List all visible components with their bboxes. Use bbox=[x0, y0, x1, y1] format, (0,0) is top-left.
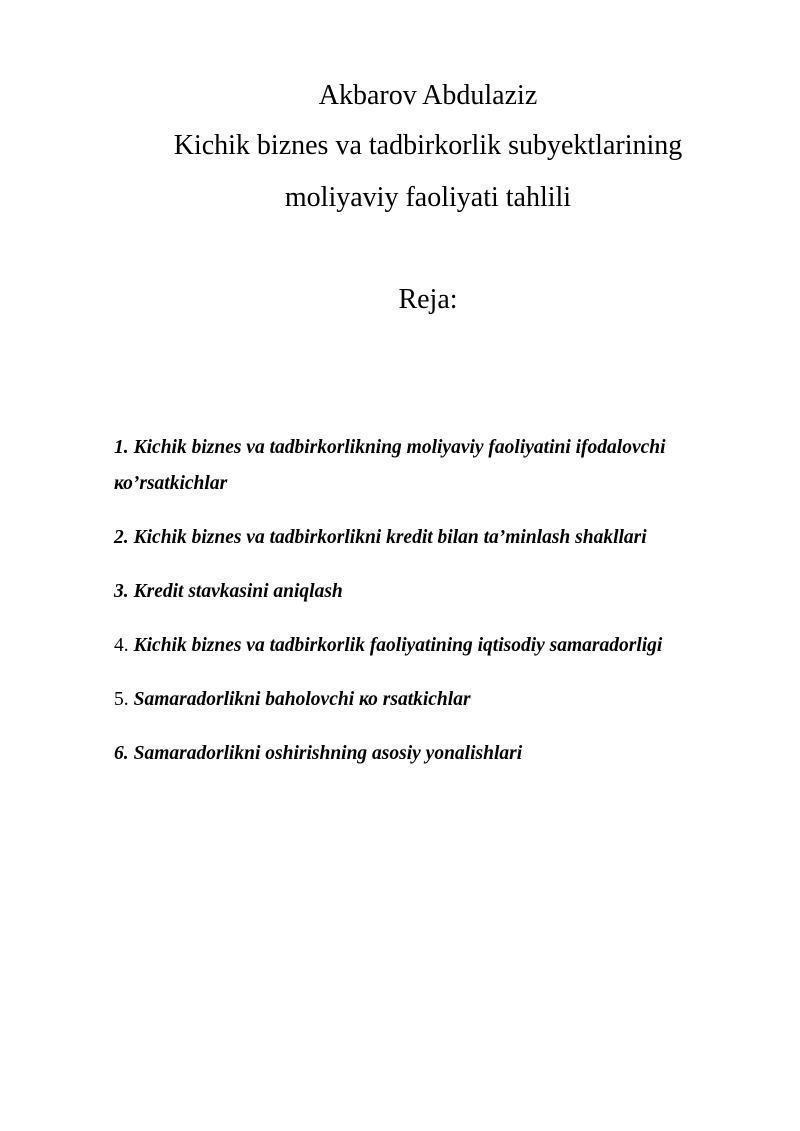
author-name: Akbarov Abdulaziz bbox=[318, 80, 538, 111]
plan-item-3 bbox=[114, 574, 754, 610]
plan-item-number: 5. bbox=[114, 689, 129, 710]
plan-item-text: Samaradorlikni oshirishning asosiy yonalishlari bbox=[133, 743, 523, 764]
plan-item-6 bbox=[114, 736, 754, 772]
plan-list bbox=[114, 430, 754, 790]
document-title-line-2: moliyaviy faoliyati tahlili bbox=[284, 182, 572, 213]
plan-item-4 bbox=[114, 628, 754, 664]
plan-item-2 bbox=[114, 520, 754, 556]
plan-item-5 bbox=[114, 682, 754, 718]
plan-heading: Reja: bbox=[398, 284, 458, 315]
plan-item-text: Samaradorlikni baholovchi ко rsatkichlar bbox=[133, 689, 471, 710]
plan-item-number: 1. bbox=[114, 437, 129, 458]
plan-item-text: Kichik biznes va tadbirkorlikning moliyaviy faoliyatini ifodalovchi bbox=[133, 437, 666, 458]
plan-item-text: Kichik biznes va tadbirkorlik faoliyatining iqtisodiy samaradorligi bbox=[133, 635, 663, 656]
document-title-line-1: Kichik biznes va tadbirkorlik subyektlarining bbox=[173, 130, 683, 161]
plan-item-number: 6. bbox=[114, 743, 129, 764]
plan-item-1-line-2: ко’rsatkichlar bbox=[114, 473, 228, 494]
plan-item-number: 2. bbox=[114, 527, 129, 548]
plan-item-text: Kredit stavkasini aniqlash bbox=[133, 581, 343, 602]
plan-item-text: Kichik biznes va tadbirkorlikni kredit bilan ta’minlash shakllari bbox=[133, 527, 647, 548]
plan-item-number: 3. bbox=[114, 581, 129, 602]
plan-item-1-line-1 bbox=[114, 430, 754, 466]
plan-item-1 bbox=[114, 430, 754, 502]
plan-item-number: 4. bbox=[114, 635, 129, 656]
